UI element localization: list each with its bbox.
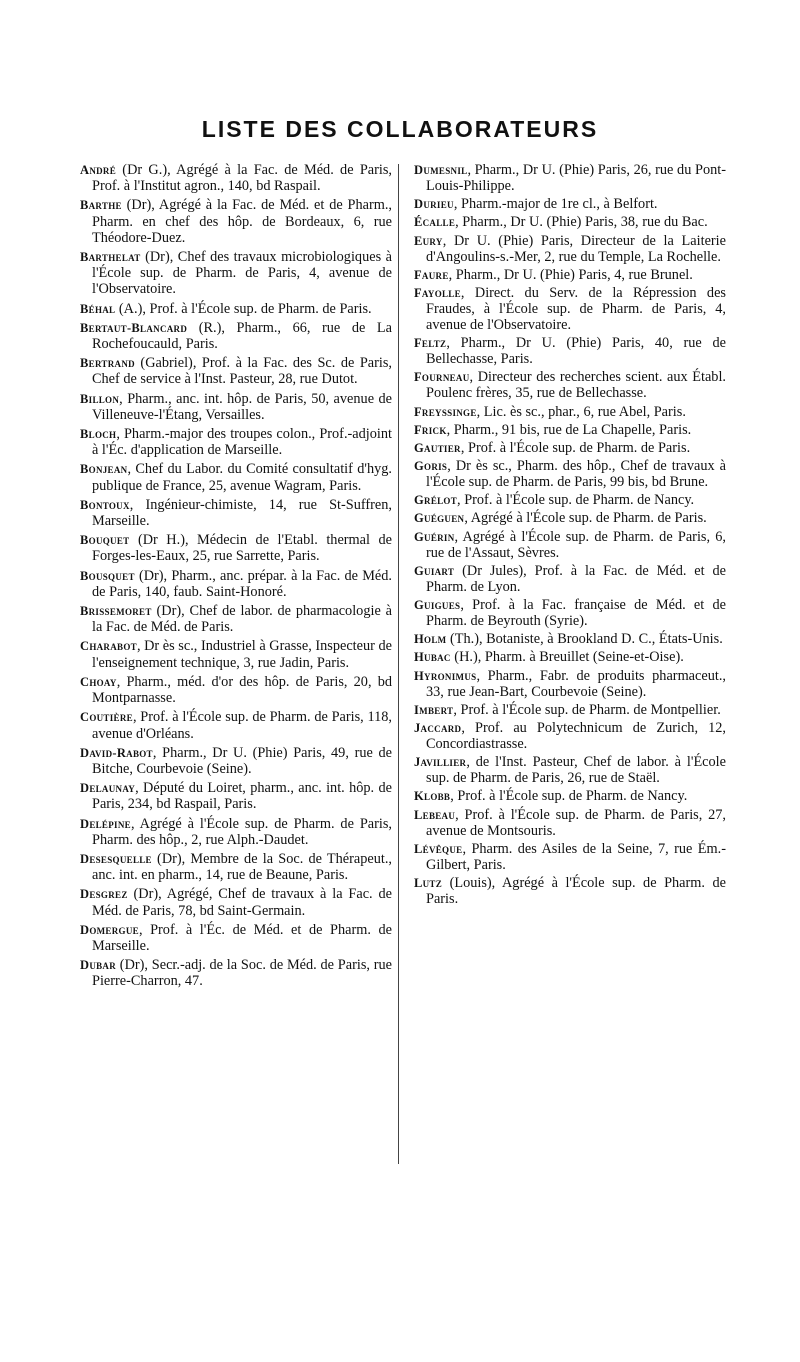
collaborator-details: , Agrégé à l'École sup. de Pharm. de Paris, 6, rue de l'Assaut, Sèvres. <box>426 528 726 561</box>
page-title: LISTE DES COLLABORATEURS <box>201 116 599 142</box>
collaborator-name: Domergue <box>80 922 139 937</box>
collaborator-details: , Directeur des recherches scient. aux Établ. Poulenc frères, 35, rue de Bellechasse. <box>426 369 726 402</box>
collaborator-name: Choay <box>80 674 117 689</box>
collaborator-entry <box>414 492 726 508</box>
collaborator-details: , Pharm.-major de 1re cl., à Belfort. <box>453 196 658 213</box>
collaborator-entry <box>80 391 392 423</box>
collaborator-details: , Ingénieur-chimiste, 14, rue St-Suffren, Marseille. <box>92 496 392 530</box>
collaborator-entry <box>80 301 392 317</box>
collaborator-details: , Agrégé à l'École sup. de Pharm. de Paris. <box>464 510 707 527</box>
collaborator-entry <box>414 875 726 907</box>
collaborator-name: David-Rabot <box>80 745 153 760</box>
collaborator-name: Hyronimus <box>414 668 477 683</box>
collaborator-entry <box>414 510 726 526</box>
collaborator-details: , Pharm. des Asiles de la Seine, 7, rue Ém.-Gilbert, Paris. <box>426 840 726 873</box>
collaborator-details: (R.), Pharm., 66, rue de La Rochefoucauld, Paris. <box>92 319 392 353</box>
collaborator-details: , Dr ès sc., Pharm. des hôp., Chef de travaux à l'École sup. de Pharm. de Paris, 99 bis, bd Brune. <box>426 458 726 491</box>
collaborator-details: , Prof. à l'École sup. de Pharm. de Nancy. <box>450 788 688 805</box>
collaborator-entry <box>414 754 726 786</box>
collaborator-entry <box>80 532 392 564</box>
collaborator-name: Barthe <box>80 198 122 213</box>
collaborator-entry <box>80 886 392 918</box>
collaborator-entry <box>80 780 392 812</box>
collaborator-name: Frick <box>414 422 447 437</box>
collaborator-entry <box>80 638 392 670</box>
collaborator-details: , Dr U. (Phie) Paris, Directeur de la Laiterie d'Angoulins-s.-Mer, 2, rue du Temple, La Rochelle. <box>426 232 726 265</box>
collaborator-entry <box>414 668 726 700</box>
collaborator-details: , Agrégé à l'École sup. de Pharm. de Paris, Pharm. des hôp., 2, rue Alph.-Daudet. <box>92 815 392 848</box>
collaborator-name: Barthelat <box>80 250 141 265</box>
collaborator-details: (Dr), Agrégé, Chef de travaux à la Fac. de Méd. de Paris, 78, bd Saint-Germain. <box>92 886 392 919</box>
collaborator-details: , Prof. à l'École sup. de Pharm. de Paris, 118, avenue d'Orléans. <box>92 709 392 742</box>
collaborator-details: , Prof. à l'École sup. de Pharm. de Paris. <box>460 439 691 456</box>
collaborator-details: , Député du Loiret, pharm., anc. int. hôp. de Paris, 234, bd Raspail, Paris. <box>92 780 392 813</box>
collaborator-details: , Prof. à la Fac. française de Méd. et de Pharm. de Beyrouth (Syrie). <box>426 597 726 629</box>
collaborator-name: Lutz <box>414 875 443 890</box>
collaborator-entry <box>414 720 726 752</box>
collaborator-entry <box>414 196 726 212</box>
collaborator-details: , Dr ès sc., Industriel à Grasse, Inspecteur de l'enseignement technique, 3, rue Jadin, Paris. <box>92 638 392 671</box>
collaborator-details: , Prof. au Polytechnicum de Zurich, 12, Concordiastrasse. <box>426 719 726 752</box>
collaborator-name: Hubac <box>414 650 451 665</box>
collaborator-name: Bloch <box>80 427 117 442</box>
collaborator-details: , Pharm., anc. int. hôp. de Paris, 50, avenue de Villeneuve-l'Étang, Versailles. <box>92 390 392 423</box>
collaborator-entry <box>80 426 392 458</box>
collaborator-name: Jaccard <box>414 720 462 735</box>
collaborator-entry <box>80 568 392 600</box>
collaborator-entry <box>80 249 392 298</box>
collaborator-name: Guérin <box>414 529 455 544</box>
collaborator-details: (Dr), Pharm., anc. prépar. à la Fac. de Méd. de Paris, 140, faub. Saint-Honoré. <box>92 567 392 600</box>
collaborator-details: , de l'Inst. Pasteur, Chef de labor. à l'École sup. de Pharm. de Paris, 26, rue de Staël. <box>426 754 726 787</box>
collaborator-name: André <box>80 163 117 177</box>
collaborator-entry <box>80 709 392 741</box>
collaborator-entry <box>80 745 392 777</box>
collaborator-entry <box>414 233 726 265</box>
collaborator-name: Billon <box>80 391 120 406</box>
collaborator-details: (Louis), Agrégé à l'École sup. de Pharm. de Paris. <box>426 874 726 907</box>
collaborator-entry <box>414 458 726 490</box>
collaborator-name: Coutière <box>80 710 133 725</box>
collaborator-details: , Prof. à l'École sup. de Pharm. de Montpellier. <box>453 701 721 718</box>
left-column <box>80 162 392 993</box>
collaborator-name: Bonjean <box>80 462 128 477</box>
collaborator-name: Lebeau <box>414 807 456 822</box>
collaborator-entry <box>414 841 726 873</box>
collaborator-details: (Dr), Membre de la Soc. de Thérapeut., anc. int. en pharm., 14, rue de Beaune, Paris. <box>92 850 392 884</box>
collaborator-entry <box>414 597 726 629</box>
collaborator-name: Freyssinge <box>414 404 477 419</box>
collaborator-details: , Pharm., Dr U. (Phie) Paris, 38, rue du Bac. <box>455 214 708 231</box>
collaborator-details: (Dr), Secr.-adj. de la Soc. de Méd. de Paris, rue Pierre-Charron, 47. <box>92 957 392 990</box>
collaborator-name: Javillier <box>414 755 467 770</box>
collaborator-name: Bertrand <box>80 356 135 371</box>
right-column <box>414 162 726 909</box>
collaborator-name: Grélot <box>414 493 458 508</box>
collaborator-name: Bertaut-Blancard <box>80 320 188 335</box>
collaborator-name: Écalle <box>414 215 456 230</box>
collaborator-name: Brissemoret <box>80 604 152 619</box>
collaborator-details: (Th.), Botaniste, à Brookland D. C., États-Unis. <box>446 631 723 648</box>
collaborator-entry <box>80 197 392 246</box>
collaborator-details: , Pharm., Dr U. (Phie) Paris, 4, rue Brunel. <box>448 266 693 283</box>
collaborator-details: (Dr), Agrégé à la Fac. de Méd. et de Pharm., Pharm. en chef des hôp. de Bordeaux, 6, rue Théodore-Duez. <box>92 197 392 246</box>
collaborator-name: Guiart <box>414 563 455 578</box>
collaborator-name: Desgrez <box>80 887 128 902</box>
collaborator-details: (Dr H.), Médecin de l'Etabl. thermal de Forges-les-Eaux, 25, rue Sarrette, Paris. <box>92 532 392 565</box>
collaborator-details: , Pharm., Dr U. (Phie) Paris, 49, rue de Bitche, Courbevoie (Seine). <box>92 744 392 777</box>
collaborator-details: , Lic. ès sc., phar., 6, rue Abel, Paris. <box>476 403 686 420</box>
collaborator-name: Holm <box>414 632 447 647</box>
collaborator-details: (Dr G.), Agrégé à la Fac. de Méd. de Paris, Prof. à l'Institut agron., 140, bd Raspail. <box>92 162 392 195</box>
collaborator-entry <box>80 603 392 635</box>
collaborator-entry <box>80 851 392 883</box>
collaborator-entry <box>414 529 726 561</box>
collaborator-details: (A.), Prof. à l'École sup. de Pharm. de Paris. <box>115 300 372 317</box>
collaborator-details: (Dr), Chef des travaux microbiologiques à l'École sup. de Pharm. de Paris, 4, avenue de l'Observatoire. <box>92 249 392 298</box>
collaborator-name: Desesquelle <box>80 851 152 866</box>
collaborator-details: , Pharm.-major des troupes colon., Prof.-adjoint à l'Éc. d'application de Marseille. <box>92 426 392 459</box>
column-divider <box>398 164 399 1164</box>
collaborator-details: , Pharm., 91 bis, rue de La Chapelle, Paris. <box>446 421 692 438</box>
collaborator-entry <box>80 162 392 194</box>
collaborator-entry <box>414 649 726 665</box>
collaborator-entry <box>80 922 392 954</box>
collaborator-name: Fourneau <box>414 370 470 385</box>
collaborator-entry <box>414 404 726 420</box>
collaborator-entry <box>80 320 392 352</box>
collaborator-details: , Prof. à l'École sup. de Pharm. de Nancy. <box>457 492 695 509</box>
collaborator-name: Klobb <box>414 789 451 804</box>
collaborator-name: Goris <box>414 459 448 474</box>
collaborator-details: , Pharm., Fabr. de produits pharmaceut., 33, rue Jean-Bart, Courbevoie (Seine). <box>426 667 726 700</box>
collaborator-name: Delaunay <box>80 781 136 796</box>
collaborator-name: Delépine <box>80 816 131 831</box>
collaborator-name: Guigues <box>414 598 461 612</box>
collaborator-entry <box>414 631 726 647</box>
collaborator-details: , Pharm., Dr U. (Phie) Paris, 26, rue du Pont-Louis-Philippe. <box>426 162 726 194</box>
collaborator-entry <box>414 563 726 595</box>
collaborator-name: Eury <box>414 233 443 248</box>
collaborator-name: Dubar <box>80 958 117 973</box>
collaborator-name: Feltz <box>414 336 447 351</box>
collaborator-entry <box>80 355 392 387</box>
collaborator-entry <box>414 807 726 839</box>
collaborator-name: Charabot <box>80 639 137 654</box>
collaborator-entry <box>414 440 726 456</box>
collaborator-name: Béhal <box>80 301 116 316</box>
collaborator-entry <box>414 702 726 718</box>
collaborator-name: Bouquet <box>80 533 130 548</box>
collaborator-details: , Pharm., Dr U. (Phie) Paris, 40, rue de Bellechasse, Paris. <box>426 335 726 368</box>
collaborator-entry <box>414 788 726 804</box>
collaborator-details: , Direct. du Serv. de la Répression des Fraudes, à l'École sup. de Pharm. de Paris, 4, avenue de l'Observatoire. <box>426 284 726 333</box>
collaborator-details: (Dr), Chef de labor. de pharmacologie à la Fac. de Méd. de Paris. <box>92 603 392 636</box>
collaborator-entry <box>414 267 726 283</box>
collaborator-details: , Chef du Labor. du Comité consultatif d'hyg. publique de France, 25, avenue Wagram, Paris. <box>92 461 392 494</box>
collaborator-entry <box>80 461 392 493</box>
collaborator-details: (Dr Jules), Prof. à la Fac. de Méd. et de Pharm. de Lyon. <box>426 562 726 595</box>
collaborator-details: , Prof. à l'Éc. de Méd. et de Pharm. de Marseille. <box>92 921 392 954</box>
collaborator-name: Bousquet <box>80 568 135 583</box>
collaborator-entry <box>414 285 726 333</box>
collaborator-entry <box>80 497 392 529</box>
collaborator-details: , Prof. à l'École sup. de Pharm. de Paris, 27, avenue de Montsouris. <box>426 806 726 839</box>
collaborator-name: Lévêque <box>414 841 463 856</box>
collaborator-entry <box>80 674 392 706</box>
collaborator-name: Dumesnil <box>414 163 468 177</box>
collaborator-entry <box>414 335 726 367</box>
collaborator-entry <box>414 422 726 438</box>
collaborator-name: Guéguen <box>414 511 465 526</box>
collaborator-name: Bontoux <box>80 497 130 512</box>
collaborator-details: (Gabriel), Prof. à la Fac. des Sc. de Paris, Chef de service à l'Inst. Pasteur, 28, rue Dutot. <box>92 355 392 388</box>
collaborator-details: , Pharm., méd. d'or des hôp. de Paris, 20, bd Montparnasse. <box>92 673 392 707</box>
collaborator-entry <box>80 816 392 848</box>
collaborator-name: Faure <box>414 267 449 282</box>
collaborator-entry <box>414 214 726 230</box>
collaborator-name: Fayolle <box>414 285 461 300</box>
collaborator-name: Imbert <box>414 702 454 717</box>
collaborator-name: Gautier <box>414 440 461 455</box>
collaborator-entry <box>414 162 726 194</box>
collaborator-name: Durieu <box>414 197 454 212</box>
collaborator-entry <box>80 957 392 989</box>
collaborator-details: (H.), Pharm. à Breuillet (Seine-et-Oise). <box>450 649 684 666</box>
collaborator-entry <box>414 369 726 401</box>
